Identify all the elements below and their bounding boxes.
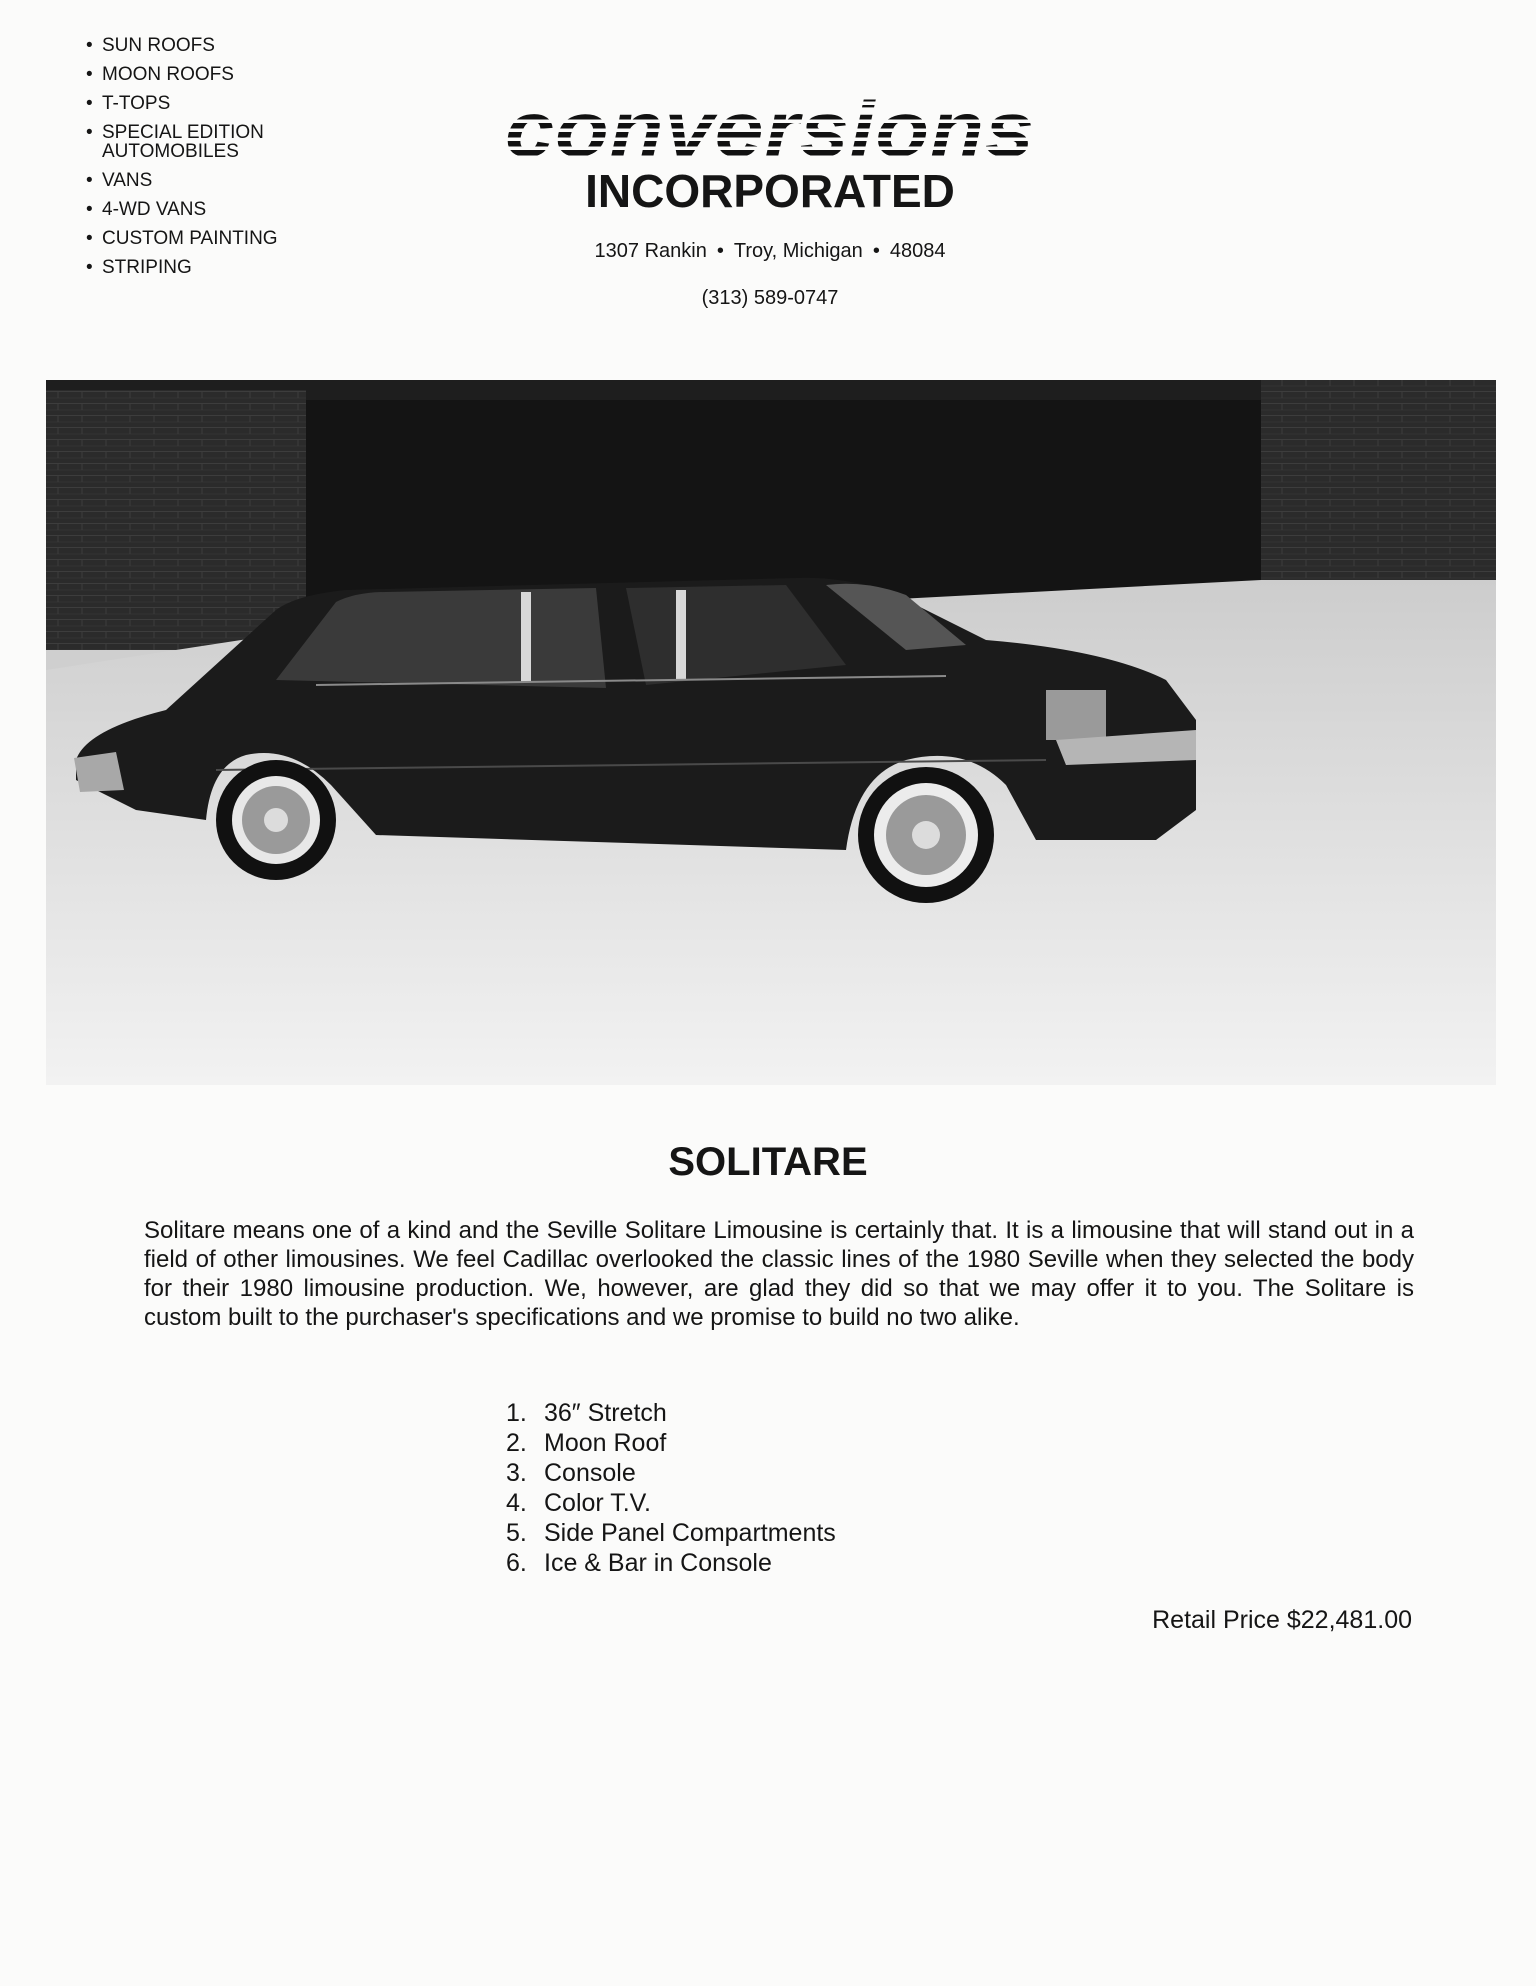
feature-item: 5. Side Panel Compartments [506,1519,836,1547]
service-item: • MOON ROOFS [86,64,234,85]
company-phone: (313) 589-0747 [701,287,839,309]
service-item: • 4-WD VANS [86,199,207,220]
company-address: 1307 Rankin • Troy, Michigan • 48084 [594,240,946,262]
car-illustration [46,380,1496,1085]
conversions-logo-graphic [500,96,1040,160]
feature-item: 1. 36″ Stretch [506,1399,667,1427]
service-item: • STRIPING [86,257,192,278]
company-logo [490,96,1050,218]
feature-item: 4. Color T.V. [506,1489,652,1517]
city: Troy, Michigan [733,240,863,262]
retail-price: Retail Price $22,481.00 [1152,1606,1412,1634]
service-item: • VANS [86,170,153,191]
features-list [506,1398,836,1578]
street: 1307 Rankin [594,240,707,262]
limousine-photo [46,380,1496,1085]
service-item: • CUSTOM PAINTING [86,228,278,249]
company-subtitle: INCORPORATED [585,165,955,217]
feature-item: 3. Console [506,1459,636,1487]
zip: 48084 [889,240,946,262]
feature-item: 6. Ice & Bar in Console [506,1549,772,1577]
service-item: • SPECIAL EDITION AUTOMOBILES [86,122,264,162]
service-item: • SUN ROOFS [86,35,215,56]
services-list [86,36,278,287]
service-item: • T-TOPS [86,93,171,114]
product-description: Solitare means one of a kind and the Seville Solitare Limousine is certainly that. It is a limousine that will stand out in a field of other limousines. We feel Cadillac overlooked the classic lines of the 1980 Seville when they selected the body for their 1980 limousine production. We, however, are glad they did so that we may offer it to you. The Solitare is custom built to the purchaser's specifications and we promise to build no two alike. [144,1217,1414,1331]
logo-text: conversions [505,96,1035,160]
product-title: SOLITARE [668,1140,868,1184]
feature-item: 2. Moon Roof [506,1429,667,1457]
